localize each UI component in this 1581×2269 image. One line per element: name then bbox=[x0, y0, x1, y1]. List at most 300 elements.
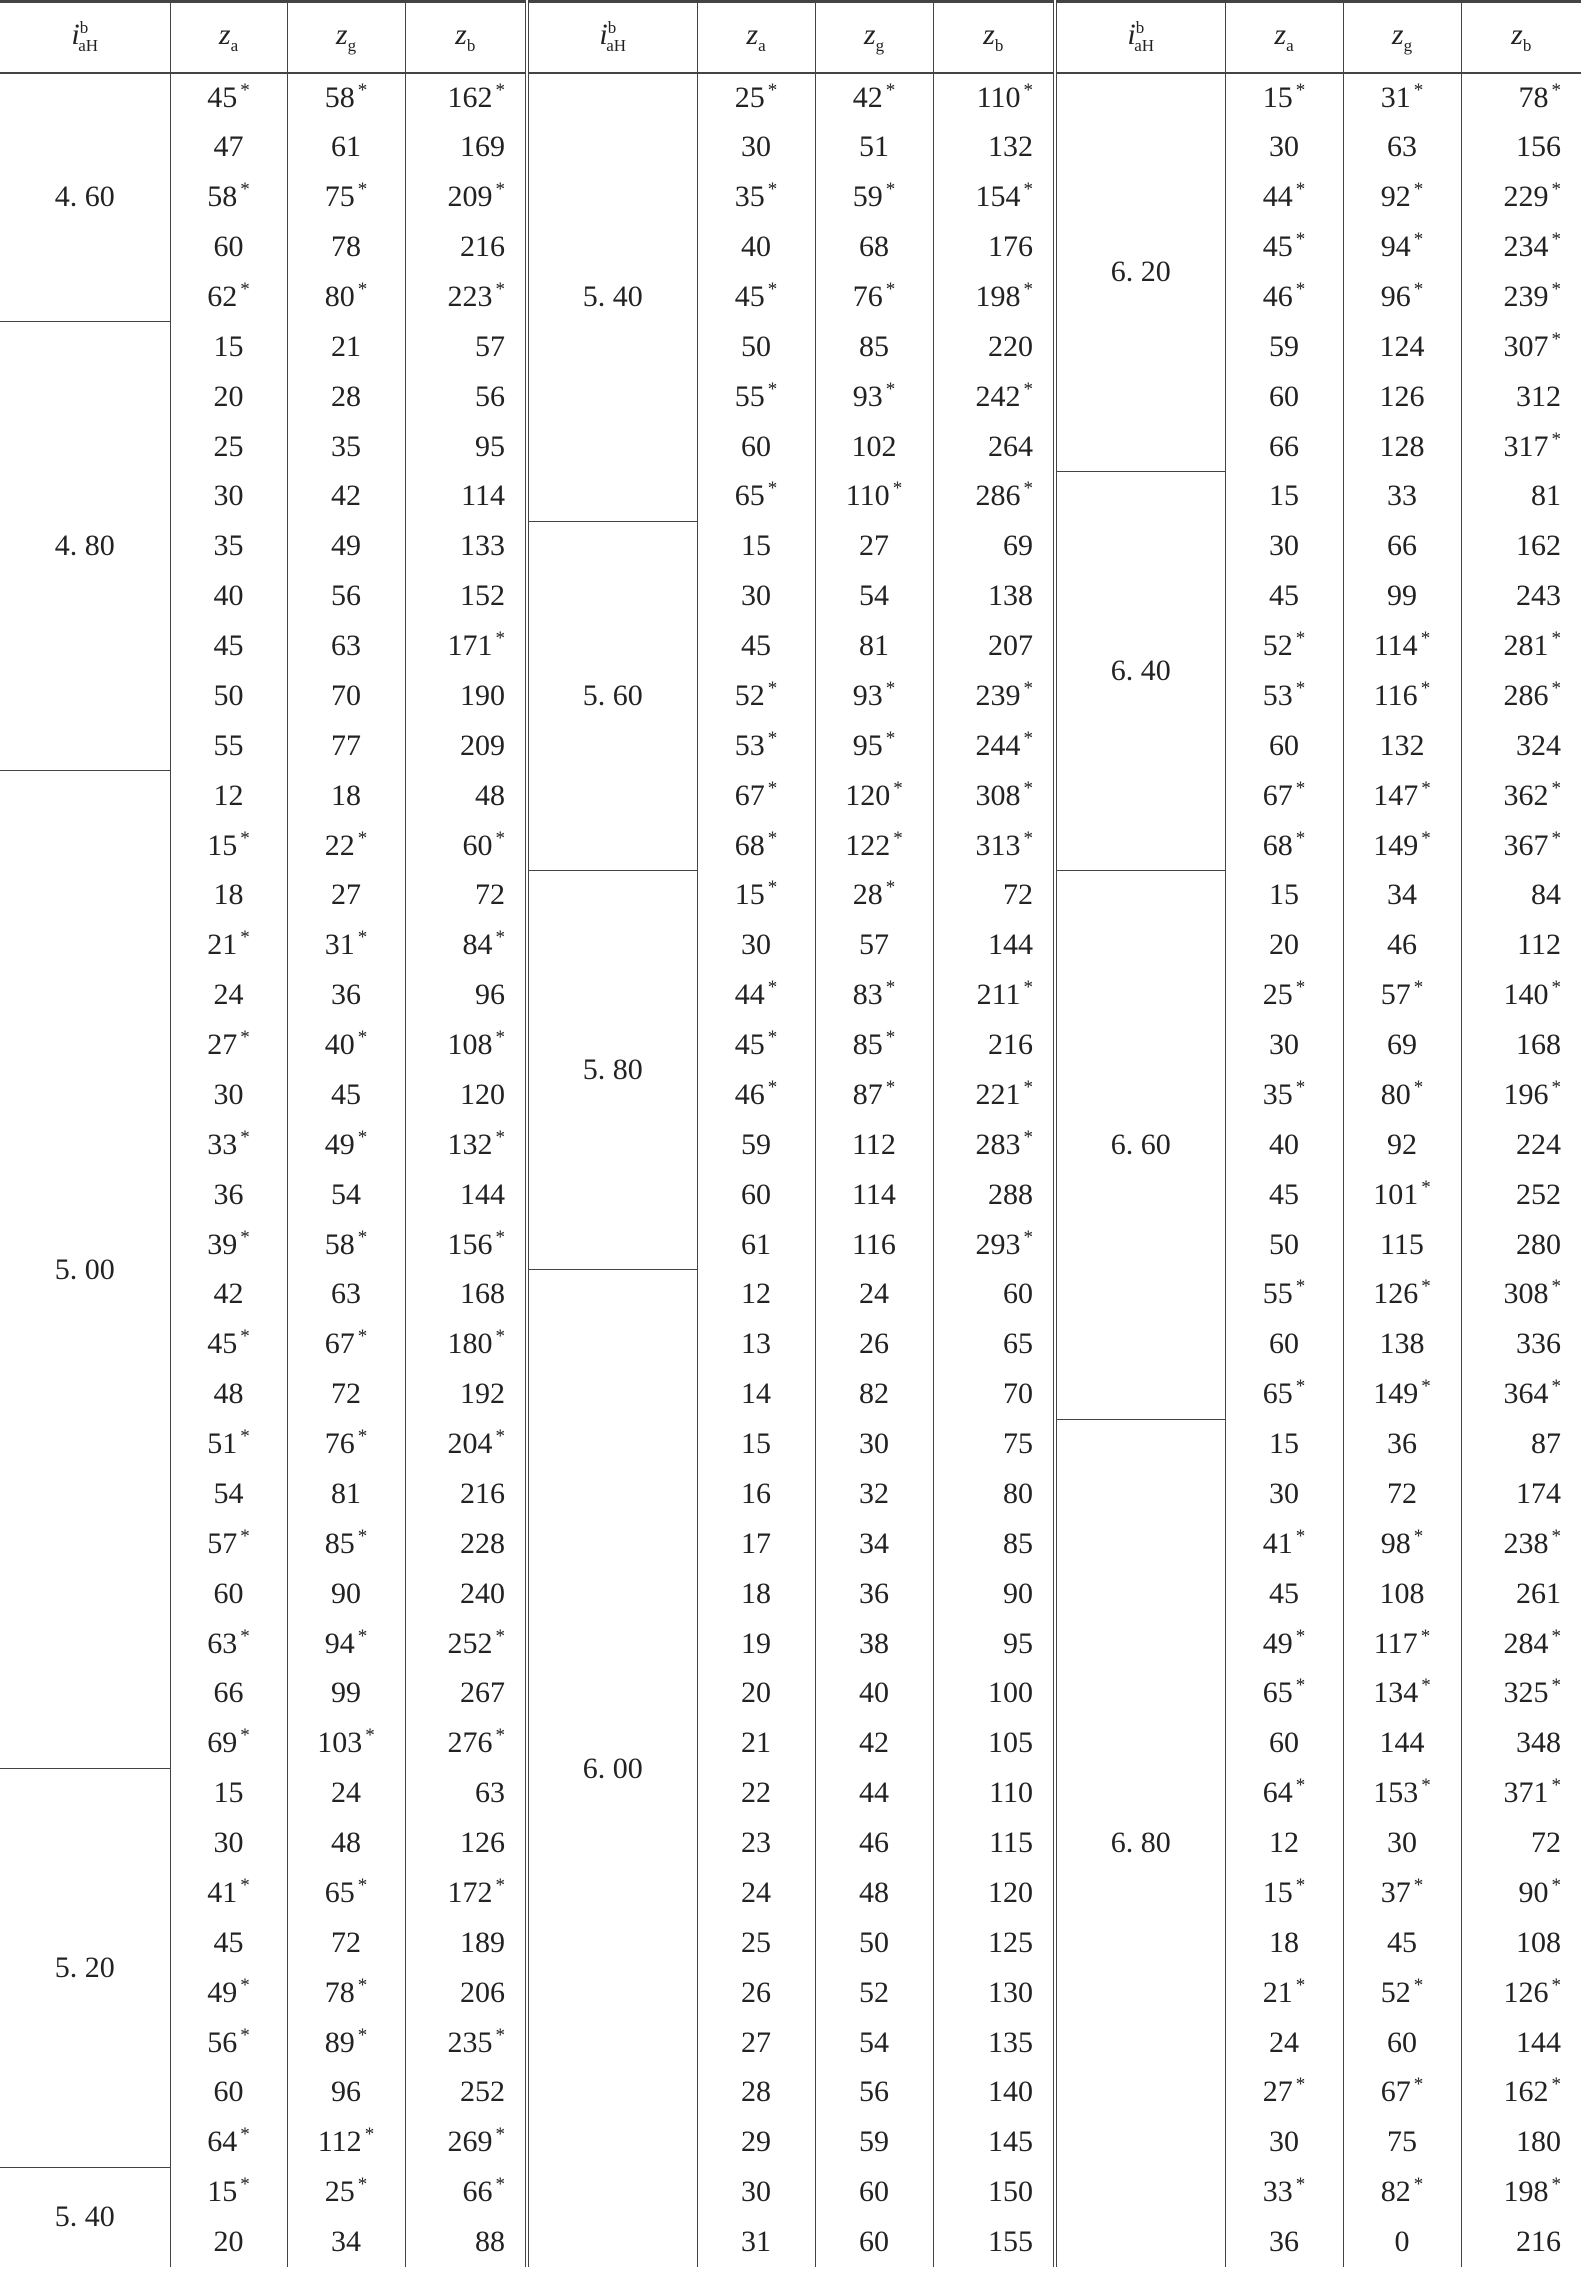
preferred-mark: * bbox=[1413, 278, 1424, 300]
preferred-mark: * bbox=[1551, 1675, 1561, 1697]
zg-cell bbox=[815, 821, 933, 871]
zb-cell bbox=[933, 1120, 1055, 1170]
zg-cell bbox=[287, 172, 405, 222]
zg-cell bbox=[1343, 871, 1461, 921]
ratio-value: 5. 40 bbox=[54, 2200, 115, 2234]
tooth-count: 99 bbox=[331, 1676, 361, 1710]
table-row bbox=[0, 1918, 1581, 1968]
tooth-count: 49 bbox=[331, 529, 361, 563]
tooth-count: 286 * bbox=[975, 478, 1033, 513]
zg-cell bbox=[287, 1369, 405, 1419]
tooth-count: 15 bbox=[213, 1776, 244, 1810]
symbol-subscript: b bbox=[1522, 36, 1532, 56]
tooth-count: 30 bbox=[1269, 1028, 1299, 1062]
tooth-count: 27 * bbox=[207, 1027, 250, 1062]
tooth-count: 308 * bbox=[1503, 1276, 1561, 1311]
za-cell bbox=[1225, 771, 1343, 821]
zg-cell bbox=[815, 920, 933, 970]
tooth-count: 364 * bbox=[1503, 1376, 1561, 1411]
tooth-count: 44 bbox=[859, 1776, 889, 1810]
zg-cell bbox=[815, 222, 933, 272]
za-cell bbox=[170, 1968, 287, 2018]
tooth-count: 120 bbox=[988, 1875, 1033, 1909]
tooth-count: 50 bbox=[741, 329, 771, 363]
preferred-mark: * bbox=[1551, 328, 1561, 350]
zb-cell bbox=[405, 472, 527, 522]
zb-cell bbox=[1461, 472, 1581, 522]
header-ratio-middle bbox=[527, 2, 697, 73]
preferred-mark: * bbox=[1295, 229, 1306, 251]
za-cell bbox=[697, 2217, 815, 2267]
preferred-mark: * bbox=[767, 827, 778, 849]
zb-cell bbox=[405, 172, 527, 222]
symbol-subscript: b bbox=[994, 36, 1004, 56]
preferred-mark: * bbox=[1413, 1874, 1424, 1896]
tooth-count: 60 bbox=[1269, 379, 1299, 413]
zb-cell bbox=[1461, 1818, 1581, 1868]
tooth-count: 12 bbox=[741, 1277, 771, 1311]
zg-cell bbox=[815, 1469, 933, 1519]
preferred-mark: * bbox=[240, 1226, 250, 1248]
tooth-count: 65 bbox=[1003, 1327, 1033, 1361]
symbol-base: z bbox=[455, 18, 467, 52]
za-cell bbox=[170, 871, 287, 921]
tooth-count: 149 * bbox=[1373, 827, 1431, 862]
preferred-mark: * bbox=[892, 478, 903, 500]
tooth-count: 85 bbox=[1003, 1526, 1033, 1560]
preferred-mark: * bbox=[1295, 677, 1306, 699]
tooth-count: 80 bbox=[1003, 1476, 1033, 1510]
preferred-mark: * bbox=[1413, 1525, 1424, 1547]
za-cell bbox=[1225, 472, 1343, 522]
symbol-base: z bbox=[218, 18, 231, 52]
tooth-count: 112 bbox=[1517, 928, 1561, 962]
tooth-count: 51 bbox=[859, 130, 889, 164]
zb-cell bbox=[1461, 1170, 1581, 1220]
tooth-count: 55 * bbox=[734, 378, 778, 413]
tooth-count: 57 bbox=[475, 329, 505, 363]
tooth-count: 114 bbox=[852, 1177, 896, 1211]
tooth-count: 35 bbox=[213, 529, 244, 563]
preferred-mark: * bbox=[885, 727, 896, 749]
preferred-mark: * bbox=[1420, 628, 1431, 650]
zb-cell bbox=[933, 272, 1055, 322]
zg-cell bbox=[287, 871, 405, 921]
za-cell bbox=[170, 2018, 287, 2068]
preferred-mark: * bbox=[1023, 1076, 1033, 1098]
table-row bbox=[0, 2068, 1581, 2118]
preferred-mark: * bbox=[495, 79, 505, 101]
preferred-mark: * bbox=[1295, 79, 1306, 101]
za-cell bbox=[697, 1569, 815, 1619]
zb-cell bbox=[1461, 1519, 1581, 1569]
tooth-count: 114 * bbox=[1373, 628, 1431, 663]
table-row bbox=[0, 920, 1581, 970]
za-cell bbox=[1225, 1270, 1343, 1320]
preferred-mark: * bbox=[364, 2124, 375, 2146]
tooth-count: 243 bbox=[1516, 579, 1561, 613]
preferred-mark: * bbox=[357, 1027, 368, 1049]
tooth-count: 221 * bbox=[975, 1076, 1033, 1111]
za-cell bbox=[1225, 1918, 1343, 1968]
zb-cell bbox=[933, 671, 1055, 721]
zg-cell bbox=[815, 2117, 933, 2167]
zb-cell bbox=[1461, 721, 1581, 771]
preferred-mark: * bbox=[1413, 229, 1424, 251]
za-cell bbox=[697, 1968, 815, 2018]
ratio-value: 6. 60 bbox=[1055, 871, 1225, 1420]
tooth-count: 14 bbox=[741, 1377, 771, 1411]
ratio-value: 6. 80 bbox=[1055, 1419, 1225, 2267]
preferred-mark: * bbox=[357, 1974, 368, 1996]
preferred-mark: * bbox=[885, 677, 896, 699]
za-cell bbox=[1225, 2167, 1343, 2217]
zg-cell bbox=[815, 1718, 933, 1768]
zg-cell bbox=[1343, 1918, 1461, 1968]
tooth-count: 62 * bbox=[207, 278, 250, 313]
zb-cell bbox=[933, 73, 1055, 123]
za-cell bbox=[170, 1270, 287, 1320]
tooth-count: 174 bbox=[1516, 1476, 1561, 1510]
zg-cell bbox=[815, 671, 933, 721]
tooth-count: 281 * bbox=[1503, 628, 1561, 663]
tooth-count: 56 bbox=[859, 2075, 889, 2109]
preferred-mark: * bbox=[240, 79, 250, 101]
tooth-count: 81 bbox=[1531, 479, 1561, 513]
tooth-count: 228 bbox=[460, 1526, 505, 1560]
tooth-count: 51 * bbox=[207, 1426, 250, 1461]
tooth-count: 76 * bbox=[852, 278, 896, 313]
zg-cell bbox=[1343, 671, 1461, 721]
zb-cell bbox=[1461, 1270, 1581, 1320]
table-row bbox=[0, 122, 1581, 172]
preferred-mark: * bbox=[240, 1725, 250, 1747]
zb-cell bbox=[933, 721, 1055, 771]
tooth-count: 336 bbox=[1516, 1327, 1561, 1361]
tooth-count: 132 bbox=[988, 130, 1033, 164]
zb-cell bbox=[933, 2018, 1055, 2068]
table-row bbox=[0, 2117, 1581, 2167]
preferred-mark: * bbox=[1413, 2074, 1424, 2096]
zg-cell bbox=[1343, 1120, 1461, 1170]
preferred-mark: * bbox=[893, 827, 903, 849]
tooth-count: 108 * bbox=[447, 1027, 505, 1062]
table-row bbox=[0, 222, 1581, 272]
za-cell bbox=[697, 1369, 815, 1419]
tooth-count: 87 bbox=[1531, 1427, 1561, 1461]
zb-cell bbox=[405, 1918, 527, 1968]
header-zb-right bbox=[1461, 2, 1581, 73]
zb-cell bbox=[933, 122, 1055, 172]
tooth-count: 189 bbox=[460, 1925, 505, 1959]
symbol-subscript: aH bbox=[78, 36, 99, 56]
tooth-count: 324 bbox=[1516, 728, 1561, 762]
preferred-mark: * bbox=[1295, 179, 1306, 201]
preferred-mark: * bbox=[767, 1027, 778, 1049]
tooth-count: 15 bbox=[741, 529, 771, 563]
zg-cell bbox=[815, 472, 933, 522]
tooth-count: 24 bbox=[331, 1776, 361, 1810]
zb-cell bbox=[933, 970, 1055, 1020]
tooth-count: 60 bbox=[741, 1177, 771, 1211]
tooth-count: 154 * bbox=[975, 179, 1033, 214]
zb-cell bbox=[1461, 73, 1581, 123]
zg-cell bbox=[287, 1220, 405, 1270]
tooth-count: 69 bbox=[1003, 529, 1033, 563]
preferred-mark: * bbox=[1551, 1775, 1561, 1797]
preferred-mark: * bbox=[240, 1625, 250, 1647]
tooth-count: 149 * bbox=[1373, 1376, 1431, 1411]
tooth-count: 30 bbox=[741, 928, 771, 962]
tooth-count: 30 bbox=[741, 2175, 771, 2209]
za-cell bbox=[697, 1419, 815, 1469]
tooth-count: 30 bbox=[1269, 130, 1299, 164]
zg-cell bbox=[1343, 2167, 1461, 2217]
tooth-count: 78 * bbox=[324, 1974, 368, 2009]
symbol-base: z bbox=[335, 18, 348, 52]
zb-cell bbox=[405, 1868, 527, 1918]
preferred-mark: * bbox=[357, 2174, 368, 2196]
za-cell bbox=[170, 172, 287, 222]
tooth-count: 307 * bbox=[1503, 328, 1561, 363]
zg-cell bbox=[815, 721, 933, 771]
table-row bbox=[0, 322, 1581, 372]
tooth-count: 67 * bbox=[1262, 777, 1306, 812]
zg-cell bbox=[815, 1170, 933, 1220]
zg-cell bbox=[1343, 1818, 1461, 1868]
zb-cell bbox=[405, 1319, 527, 1369]
table-row bbox=[0, 721, 1581, 771]
tooth-count: 61 bbox=[741, 1227, 771, 1261]
tooth-count: 16 bbox=[741, 1476, 771, 1510]
tooth-count: 235 * bbox=[447, 2024, 505, 2059]
zb-cell bbox=[405, 1020, 527, 1070]
zg-cell bbox=[287, 771, 405, 821]
zg-cell bbox=[1343, 970, 1461, 1020]
ratio-value: 4. 80 bbox=[0, 322, 170, 771]
tooth-count: 130 bbox=[988, 1975, 1033, 2009]
tooth-count: 45 * bbox=[1262, 229, 1306, 264]
zb-cell bbox=[933, 821, 1055, 871]
tooth-count: 308 * bbox=[975, 777, 1033, 812]
tooth-count: 52 * bbox=[1262, 628, 1306, 663]
symbol-superscript: b bbox=[79, 18, 89, 38]
za-cell bbox=[170, 920, 287, 970]
tooth-count: 198 * bbox=[975, 278, 1033, 313]
tooth-count: 32 bbox=[859, 1476, 889, 1510]
preferred-mark: * bbox=[495, 2174, 505, 2196]
table-row bbox=[0, 1419, 1581, 1469]
tooth-count: 60 bbox=[859, 2225, 889, 2259]
tooth-count: 58 * bbox=[324, 1226, 368, 1261]
tooth-count: 88 bbox=[475, 2225, 505, 2259]
za-cell bbox=[1225, 1319, 1343, 1369]
zb-cell bbox=[405, 571, 527, 621]
preferred-mark: * bbox=[240, 179, 250, 201]
za-cell bbox=[697, 521, 815, 571]
za-cell bbox=[170, 1918, 287, 1968]
zg-cell bbox=[1343, 2217, 1461, 2267]
za-cell bbox=[1225, 2018, 1343, 2068]
zg-cell bbox=[287, 222, 405, 272]
preferred-mark: * bbox=[1295, 2074, 1306, 2096]
preferred-mark: * bbox=[1413, 2174, 1424, 2196]
tooth-count: 192 bbox=[460, 1377, 505, 1411]
table-row bbox=[0, 1170, 1581, 1220]
zb-cell bbox=[405, 771, 527, 821]
tooth-count: 60 bbox=[741, 429, 771, 463]
zg-cell bbox=[287, 521, 405, 571]
tooth-count: 27 * bbox=[1262, 2074, 1306, 2109]
tooth-count: 53 * bbox=[734, 727, 778, 762]
tooth-count: 19 bbox=[741, 1626, 771, 1660]
zg-cell bbox=[1343, 472, 1461, 522]
symbol-subscript: b bbox=[466, 36, 476, 56]
tooth-count: 216 bbox=[460, 230, 505, 264]
preferred-mark: * bbox=[1551, 229, 1561, 251]
tooth-count: 180 bbox=[1516, 2125, 1561, 2159]
zg-cell bbox=[1343, 1619, 1461, 1669]
za-cell bbox=[170, 1120, 287, 1170]
preferred-mark: * bbox=[495, 1874, 505, 1896]
zb-cell bbox=[1461, 1768, 1581, 1818]
zb-cell bbox=[1461, 1319, 1581, 1369]
preferred-mark: * bbox=[357, 179, 368, 201]
zg-cell bbox=[287, 671, 405, 721]
zb-cell bbox=[933, 1718, 1055, 1768]
preferred-mark: * bbox=[240, 1525, 250, 1547]
za-cell bbox=[1225, 73, 1343, 123]
zb-cell bbox=[933, 422, 1055, 472]
tooth-count: 140 bbox=[988, 2075, 1033, 2109]
tooth-count: 15 bbox=[1269, 878, 1299, 912]
header-ratio-left bbox=[0, 2, 170, 73]
zg-cell bbox=[287, 1818, 405, 1868]
zg-cell bbox=[815, 2167, 933, 2217]
tooth-count: 27 bbox=[859, 529, 889, 563]
tooth-count: 64 * bbox=[1262, 1775, 1306, 1810]
tooth-count: 75 bbox=[1003, 1427, 1033, 1461]
tooth-count: 24 bbox=[741, 1875, 771, 1909]
tooth-count: 144 bbox=[1516, 2025, 1561, 2059]
preferred-mark: * bbox=[240, 927, 250, 949]
tooth-count: 30 bbox=[213, 1077, 244, 1111]
tooth-count: 83 * bbox=[852, 977, 896, 1012]
zb-cell bbox=[933, 2068, 1055, 2118]
zb-cell bbox=[405, 272, 527, 322]
preferred-mark: * bbox=[1551, 79, 1561, 101]
tooth-count: 229 * bbox=[1503, 179, 1561, 214]
tooth-count: 102 bbox=[851, 429, 897, 463]
zb-cell bbox=[933, 1170, 1055, 1220]
za-cell bbox=[1225, 1968, 1343, 2018]
zg-cell bbox=[815, 621, 933, 671]
zg-cell bbox=[815, 1818, 933, 1868]
tooth-count: 110 bbox=[989, 1776, 1033, 1810]
table-row bbox=[0, 621, 1581, 671]
zb-cell bbox=[933, 1220, 1055, 1270]
preferred-mark: * bbox=[495, 1725, 505, 1747]
zb-cell bbox=[405, 2167, 527, 2217]
tooth-count: 45 * bbox=[207, 1326, 250, 1361]
preferred-mark: * bbox=[1551, 1076, 1561, 1098]
zg-cell bbox=[1343, 222, 1461, 272]
tooth-count: 156 bbox=[1516, 130, 1561, 164]
zb-cell bbox=[405, 1718, 527, 1768]
preferred-mark: * bbox=[1551, 428, 1561, 450]
zg-cell bbox=[287, 472, 405, 522]
tooth-count: 23 bbox=[741, 1826, 771, 1860]
preferred-mark: * bbox=[240, 2174, 250, 2196]
preferred-mark: * bbox=[495, 1027, 505, 1049]
zg-cell bbox=[815, 172, 933, 222]
tooth-count: 124 bbox=[1379, 329, 1425, 363]
za-cell bbox=[697, 1519, 815, 1569]
preferred-mark: * bbox=[767, 179, 778, 201]
preferred-mark: * bbox=[767, 478, 778, 500]
tooth-count: 252 bbox=[460, 2075, 505, 2109]
table-row bbox=[0, 871, 1581, 921]
za-cell bbox=[1225, 1170, 1343, 1220]
zb-cell bbox=[405, 1369, 527, 1419]
zg-cell bbox=[287, 571, 405, 621]
tooth-count: 0 bbox=[1394, 2225, 1410, 2259]
tooth-count: 180 * bbox=[447, 1326, 505, 1361]
zg-cell bbox=[1343, 2068, 1461, 2118]
tooth-count: 45 bbox=[1269, 1576, 1299, 1610]
tooth-count: 72 bbox=[331, 1925, 361, 1959]
preferred-mark: * bbox=[1551, 1874, 1561, 1896]
tooth-count: 35 bbox=[331, 429, 361, 463]
zg-cell bbox=[1343, 821, 1461, 871]
tooth-count: 288 bbox=[988, 1177, 1033, 1211]
zg-cell bbox=[1343, 920, 1461, 970]
za-cell bbox=[1225, 1519, 1343, 1569]
zb-cell bbox=[933, 1868, 1055, 1918]
zb-cell bbox=[1461, 1619, 1581, 1669]
tooth-count: 70 bbox=[1003, 1377, 1033, 1411]
zb-cell bbox=[405, 222, 527, 272]
preferred-mark: * bbox=[885, 1076, 896, 1098]
zb-cell bbox=[1461, 2167, 1581, 2217]
tooth-count: 66 * bbox=[462, 2174, 505, 2209]
tooth-count: 35 * bbox=[734, 179, 778, 214]
za-cell bbox=[697, 1220, 815, 1270]
preferred-mark: * bbox=[495, 1326, 505, 1348]
zg-cell bbox=[287, 1419, 405, 1469]
za-cell bbox=[170, 2217, 287, 2267]
za-cell bbox=[170, 621, 287, 671]
tooth-count: 68 bbox=[859, 230, 889, 264]
table-row bbox=[0, 372, 1581, 422]
preferred-mark: * bbox=[1551, 1974, 1561, 1996]
tooth-count: 54 bbox=[331, 1177, 361, 1211]
zg-cell bbox=[287, 970, 405, 1020]
zb-cell bbox=[405, 821, 527, 871]
za-cell bbox=[170, 1020, 287, 1070]
tooth-count: 317 * bbox=[1503, 428, 1561, 463]
zb-cell bbox=[1461, 222, 1581, 272]
zg-cell bbox=[815, 1569, 933, 1619]
zb-cell bbox=[933, 871, 1055, 921]
za-cell bbox=[697, 1718, 815, 1768]
tooth-count: 25 * bbox=[1262, 977, 1306, 1012]
tooth-count: 15 * bbox=[734, 877, 778, 912]
ratio-value: 5. 80 bbox=[527, 871, 697, 1270]
zb-cell bbox=[405, 621, 527, 671]
tooth-count: 99 bbox=[1387, 579, 1417, 613]
tooth-count: 220 bbox=[988, 329, 1033, 363]
